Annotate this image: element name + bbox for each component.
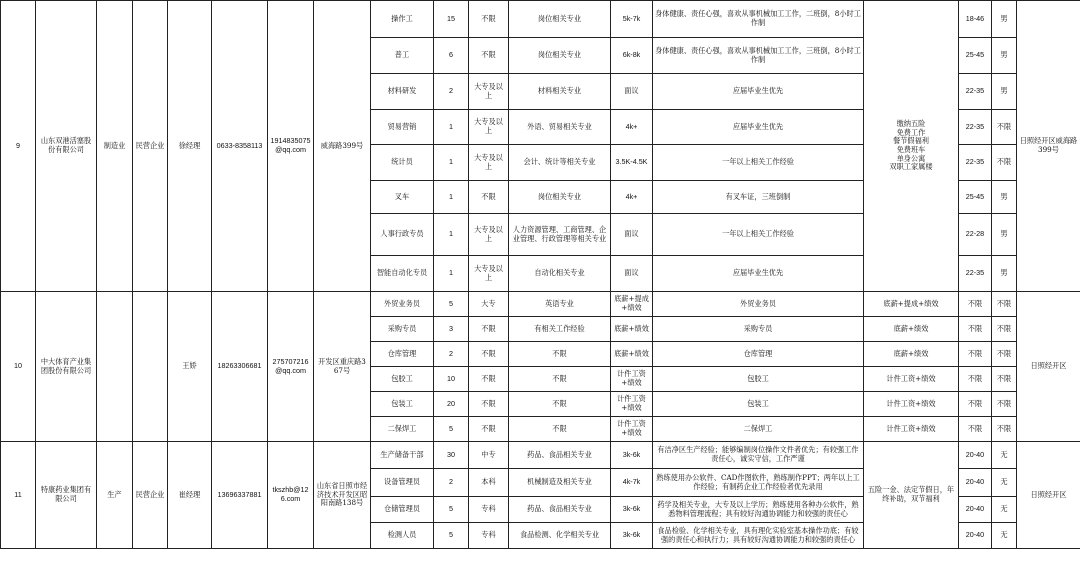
job-count: 1 [434, 181, 469, 214]
company-location: 日照经开区 [1017, 442, 1080, 549]
job-gender: 无 [992, 497, 1017, 523]
company-phone: 13696337881 [212, 442, 268, 549]
job-salary: 3k-6k [611, 442, 653, 469]
job-gender: 不限 [992, 292, 1017, 317]
job-salary: 计件工资+绩效 [611, 367, 653, 392]
job-education: 大专及以上 [469, 110, 509, 145]
job-benefit: 计件工资+绩效 [864, 367, 959, 392]
job-education: 不限 [469, 1, 509, 38]
job-education: 大专及以上 [469, 145, 509, 181]
job-major: 不限 [509, 417, 611, 442]
job-gender: 男 [992, 38, 1017, 74]
job-education: 不限 [469, 392, 509, 417]
job-requirement: 包装工 [653, 392, 864, 417]
job-salary: 计件工资+绩效 [611, 417, 653, 442]
company-industry: 制造业 [97, 1, 133, 292]
job-gender: 不限 [992, 342, 1017, 367]
company-name: 山东双港活塞股份有限公司 [36, 1, 97, 292]
company-phone: 0633-8358113 [212, 1, 268, 292]
job-age: 18-46 [959, 1, 992, 38]
company-address: 山东省日照市经济技术开发区昭阳南路138号 [314, 442, 371, 549]
job-education: 大专及以上 [469, 74, 509, 110]
company-contact: 崔经理 [168, 442, 212, 549]
job-age: 不限 [959, 317, 992, 342]
job-major: 岗位相关专业 [509, 181, 611, 214]
job-age: 20-40 [959, 497, 992, 523]
job-gender: 不限 [992, 317, 1017, 342]
job-age: 不限 [959, 342, 992, 367]
job-salary: 6k-8k [611, 38, 653, 74]
job-age: 22-35 [959, 256, 992, 292]
job-title: 采购专员 [371, 317, 434, 342]
job-age: 22-35 [959, 110, 992, 145]
job-title: 二保焊工 [371, 417, 434, 442]
company-email: 275707216@qq.com [268, 292, 314, 442]
company-contact: 王娇 [168, 292, 212, 442]
company-nature [133, 292, 168, 442]
job-benefit: 底薪+绩效 [864, 317, 959, 342]
job-major: 岗位相关专业 [509, 38, 611, 74]
job-major: 药品、食品相关专业 [509, 442, 611, 469]
job-requirement: 采购专员 [653, 317, 864, 342]
job-benefit: 底薪+绩效 [864, 342, 959, 367]
job-title: 材料研发 [371, 74, 434, 110]
job-salary: 面议 [611, 214, 653, 256]
job-education: 专科 [469, 523, 509, 549]
job-title: 设备管理员 [371, 469, 434, 497]
job-major: 食品检测、化学相关专业 [509, 523, 611, 549]
job-title: 统计员 [371, 145, 434, 181]
job-education: 不限 [469, 317, 509, 342]
company-email: tkszhb@126.com [268, 442, 314, 549]
job-major: 人力资源管理、工商管理、企业管理、行政管理等相关专业 [509, 214, 611, 256]
job-requirement: 药学及相关专业，大专及以上学历；熟练使用各种办公软件，熟悉物料管理流程；具有较好沟通协调能力和较强的责任心 [653, 497, 864, 523]
job-major: 外语、贸易相关专业 [509, 110, 611, 145]
job-salary: 3k-6k [611, 523, 653, 549]
job-count: 10 [434, 367, 469, 392]
company-industry: 生产 [97, 442, 133, 549]
job-title: 智能自动化专员 [371, 256, 434, 292]
job-education: 大专及以上 [469, 214, 509, 256]
job-count: 1 [434, 214, 469, 256]
job-title: 人事行政专员 [371, 214, 434, 256]
job-education: 本科 [469, 469, 509, 497]
job-salary: 4k+ [611, 110, 653, 145]
job-count: 5 [434, 523, 469, 549]
job-major: 岗位相关专业 [509, 1, 611, 38]
job-count: 1 [434, 256, 469, 292]
job-title: 贸易营销 [371, 110, 434, 145]
job-count: 2 [434, 342, 469, 367]
job-title: 普工 [371, 38, 434, 74]
job-gender: 男 [992, 1, 1017, 38]
job-count: 5 [434, 292, 469, 317]
job-gender: 无 [992, 523, 1017, 549]
job-requirement: 外贸业务员 [653, 292, 864, 317]
job-count: 5 [434, 417, 469, 442]
job-major: 药品、食品相关专业 [509, 497, 611, 523]
job-education: 大专及以上 [469, 256, 509, 292]
job-requirement: 身体健康、责任心强，喜欢从事机械加工工作，二班倒，8小时工作制 [653, 1, 864, 38]
job-requirement: 应届毕业生优先 [653, 74, 864, 110]
job-major: 自动化相关专业 [509, 256, 611, 292]
job-title: 仓储管理员 [371, 497, 434, 523]
job-title: 叉车 [371, 181, 434, 214]
job-count: 3 [434, 317, 469, 342]
job-title: 操作工 [371, 1, 434, 38]
job-requirement: 应届毕业生优先 [653, 256, 864, 292]
company-location: 日照经开区 [1017, 292, 1080, 442]
table-row [1, 292, 1080, 317]
company-contact: 徐经理 [168, 1, 212, 292]
job-requirement: 有洁净区生产经验；能够编制岗位操作文件者优先；有较强工作责任心，诚实守信，工作严谨 [653, 442, 864, 469]
job-education: 中专 [469, 442, 509, 469]
job-salary: 5k-7k [611, 1, 653, 38]
job-age: 不限 [959, 392, 992, 417]
job-title: 包装工 [371, 392, 434, 417]
table-row [1, 1, 1080, 38]
job-education: 不限 [469, 417, 509, 442]
job-major: 不限 [509, 392, 611, 417]
company-nature: 民营企业 [133, 1, 168, 292]
job-benefit: 计件工资+绩效 [864, 392, 959, 417]
job-education: 不限 [469, 181, 509, 214]
job-benefit: 底薪+提成+绩效 [864, 292, 959, 317]
job-age: 22-35 [959, 145, 992, 181]
job-age: 20-40 [959, 523, 992, 549]
job-requirement: 一年以上相关工作经验 [653, 214, 864, 256]
company-number: 10 [1, 292, 36, 442]
job-count: 1 [434, 145, 469, 181]
job-requirement: 有叉车证，三班倒制 [653, 181, 864, 214]
company-benefits: 缴纳五险 免费工作 餐节假福利 免费班车 单身公寓 双职工家属楼 [864, 1, 959, 292]
job-count: 5 [434, 497, 469, 523]
job-salary: 3.5K-4.5K [611, 145, 653, 181]
job-gender: 无 [992, 442, 1017, 469]
job-age: 25-45 [959, 38, 992, 74]
job-requirement: 二保焊工 [653, 417, 864, 442]
job-major: 会计、统计等相关专业 [509, 145, 611, 181]
job-age: 22-35 [959, 74, 992, 110]
job-age: 20-40 [959, 442, 992, 469]
job-requirement: 包胶工 [653, 367, 864, 392]
company-address: 威海路399号 [314, 1, 371, 292]
job-education: 大专 [469, 292, 509, 317]
job-major: 不限 [509, 342, 611, 367]
job-gender: 男 [992, 256, 1017, 292]
job-education: 不限 [469, 38, 509, 74]
job-salary: 面议 [611, 256, 653, 292]
job-salary: 3k-6k [611, 497, 653, 523]
job-major: 材料相关专业 [509, 74, 611, 110]
job-title: 外贸业务员 [371, 292, 434, 317]
company-name: 中大体育产业集团股份有限公司 [36, 292, 97, 442]
job-requirement: 身体健康、责任心强，喜欢从事机械加工工作，三班倒，8小时工作制 [653, 38, 864, 74]
company-email: 1914835075@qq.com [268, 1, 314, 292]
job-major: 不限 [509, 367, 611, 392]
job-salary: 底薪+绩效 [611, 342, 653, 367]
job-count: 20 [434, 392, 469, 417]
company-name: 特康药业集团有限公司 [36, 442, 97, 549]
job-requirement: 熟练使用办公软件、CAD作图软件，熟练制作PPT；两年以上工作经验；有制药企业工作经验者优先录用 [653, 469, 864, 497]
job-gender: 不限 [992, 392, 1017, 417]
job-age: 不限 [959, 417, 992, 442]
job-requirement: 仓库管理 [653, 342, 864, 367]
job-gender: 男 [992, 214, 1017, 256]
job-requirement: 一年以上相关工作经验 [653, 145, 864, 181]
job-age: 25-45 [959, 181, 992, 214]
job-age: 不限 [959, 367, 992, 392]
job-major: 机械制造及相关专业 [509, 469, 611, 497]
job-gender: 不限 [992, 110, 1017, 145]
job-benefit: 计件工资+绩效 [864, 417, 959, 442]
company-address: 开发区重庆路367号 [314, 292, 371, 442]
job-count: 1 [434, 110, 469, 145]
job-title: 仓库管理 [371, 342, 434, 367]
job-title: 包胶工 [371, 367, 434, 392]
job-major: 英语专业 [509, 292, 611, 317]
job-count: 15 [434, 1, 469, 38]
job-requirement: 应届毕业生优先 [653, 110, 864, 145]
job-gender: 不限 [992, 145, 1017, 181]
company-phone: 18263306681 [212, 292, 268, 442]
job-count: 2 [434, 469, 469, 497]
job-gender: 不限 [992, 367, 1017, 392]
job-age: 20-40 [959, 469, 992, 497]
job-requirement: 食品检验、化学相关专业，具有理化实验室基本操作功底；有较强的责任心和执行力；具有较好沟通协调能力和较强的责任心 [653, 523, 864, 549]
job-education: 不限 [469, 367, 509, 392]
company-industry [97, 292, 133, 442]
job-gender: 不限 [992, 417, 1017, 442]
job-education: 不限 [469, 342, 509, 367]
company-nature: 民营企业 [133, 442, 168, 549]
job-salary: 面议 [611, 74, 653, 110]
job-salary: 底薪+提成+绩效 [611, 292, 653, 317]
table-row [1, 442, 1080, 469]
job-title: 检测人员 [371, 523, 434, 549]
job-gender: 男 [992, 181, 1017, 214]
company-location: 日照经开区威海路399号 [1017, 1, 1080, 292]
job-title: 生产储备干部 [371, 442, 434, 469]
job-gender: 男 [992, 74, 1017, 110]
job-major: 有相关工作经验 [509, 317, 611, 342]
company-number: 11 [1, 442, 36, 549]
job-count: 30 [434, 442, 469, 469]
job-education: 专科 [469, 497, 509, 523]
job-age: 不限 [959, 292, 992, 317]
job-count: 2 [434, 74, 469, 110]
company-benefits: 五险一金、法定节假日，年终补助，双节福利 [864, 442, 959, 549]
job-salary: 4k-7k [611, 469, 653, 497]
job-salary: 计件工资+绩效 [611, 392, 653, 417]
job-salary: 4k+ [611, 181, 653, 214]
job-salary: 底薪+绩效 [611, 317, 653, 342]
job-age: 22-28 [959, 214, 992, 256]
job-count: 6 [434, 38, 469, 74]
job-gender: 无 [992, 469, 1017, 497]
company-number: 9 [1, 1, 36, 292]
